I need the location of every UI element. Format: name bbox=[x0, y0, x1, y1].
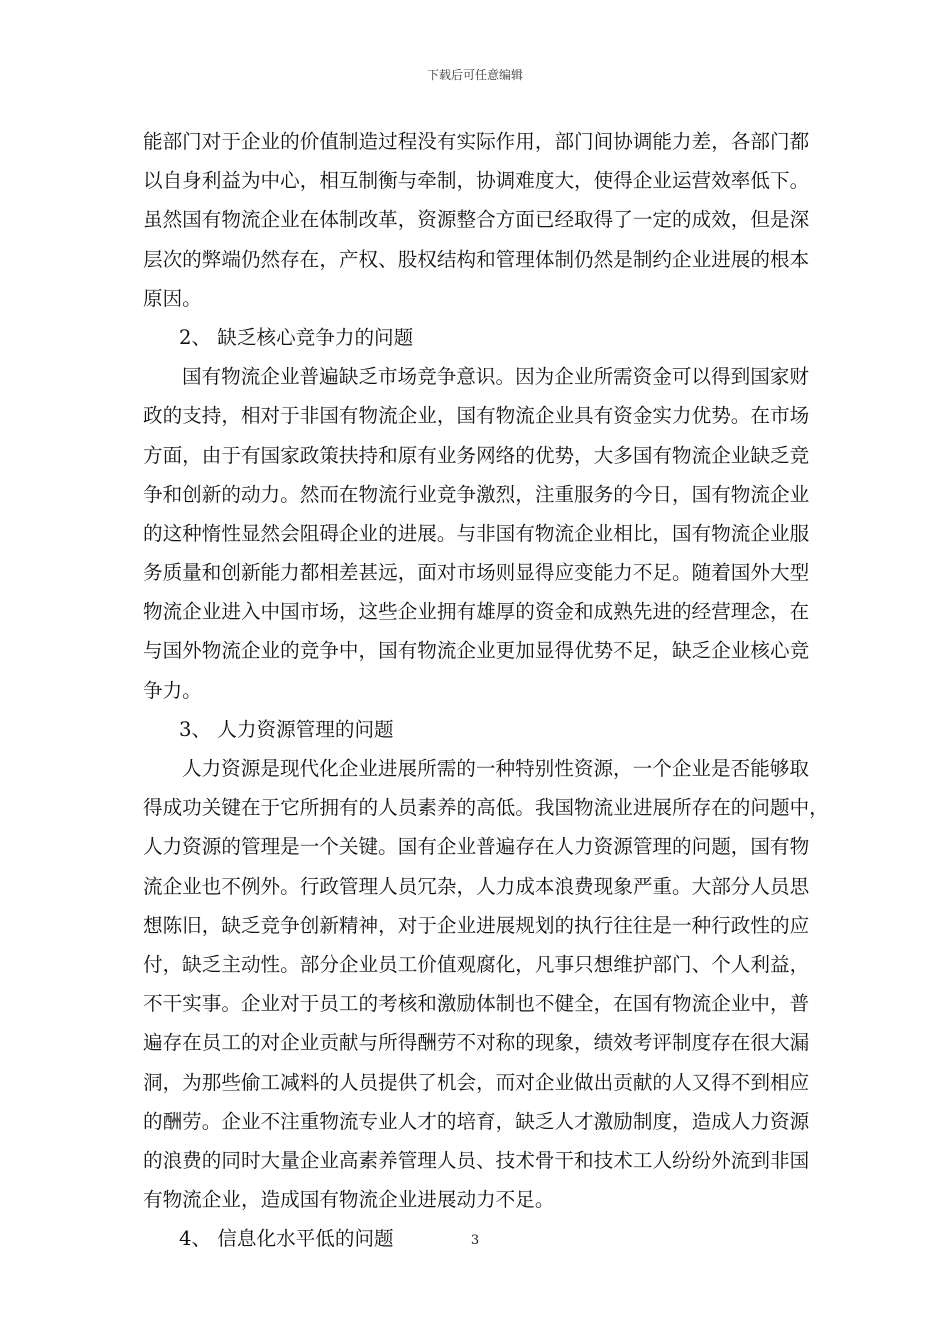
body-line: 遍存在员工的对企业贡献与所得酬劳不对称的现象，绩效考评制度存在很大漏 bbox=[143, 1031, 810, 1055]
body-line: 的这种惰性显然会阻碍企业的进展。与非国有物流企业相比，国有物流企业服 bbox=[143, 521, 810, 545]
body-line: 虽然国有物流企业在体制改革，资源整合方面已经取得了一定的成效，但是深 bbox=[143, 208, 810, 232]
body-line: 不干实事。企业对于员工的考核和激励体制也不健全，在国有物流企业中，普 bbox=[143, 992, 810, 1016]
body-line: 有物流企业，造成国有物流企业进展动力不足。 bbox=[143, 1188, 555, 1212]
body-line: 方面，由于有国家政策扶持和原有业务网络的优势，大多国有物流企业缺乏竞 bbox=[143, 443, 810, 467]
body-line: 原因。 bbox=[143, 286, 202, 310]
body-line: 能部门对于企业的价值制造过程没有实际作用，部门间协调能力差，各部门都 bbox=[143, 130, 810, 153]
body-line: 的酬劳。企业不注重物流专业人才的培育，缺乏人才激励制度，造成人力资源 bbox=[143, 1109, 810, 1133]
body-line: 想陈旧，缺乏竞争创新精神，对于企业进展规划的执行往往是一种行政性的应 bbox=[143, 913, 810, 937]
body-line: 以自身利益为中心，相互制衡与牵制，协调难度大，使得企业运营效率低下。 bbox=[143, 169, 810, 193]
page-number: 3 bbox=[470, 1233, 480, 1248]
body-line: 洞，为那些偷工减料的人员提供了机会，而对企业做出贡献的人又得不到相应 bbox=[143, 1070, 810, 1094]
body-line: 与国外物流企业的竞争中，国有物流企业更加显得优势不足，缺乏企业核心竞 bbox=[143, 639, 810, 663]
body-line: 争和创新的动力。然而在物流行业竞争激烈，注重服务的今日，国有物流企业 bbox=[143, 482, 810, 506]
body-line: 付，缺乏主动性。部分企业员工价值观腐化，凡事只想维护部门、个人利益， bbox=[143, 952, 810, 976]
body-line: 得成功关键在于它所拥有的人员素养的高低。我国物流业进展所存在的问题中， bbox=[143, 796, 829, 820]
body-line: 层次的弊端仍然存在，产权、股权结构和管理体制仍然是制约企业进展的根本 bbox=[143, 247, 810, 271]
body-line: 政的支持，相对于非国有物流企业，国有物流企业具有资金实力优势。在市场 bbox=[143, 404, 810, 428]
body-line: 人力资源的管理是一个关键。国有企业普遍存在人力资源管理的问题，国有物 bbox=[143, 835, 810, 859]
paragraph-first-line: 人力资源是现代化企业进展所需的一种特别性资源，一个企业是否能够取 bbox=[182, 757, 809, 780]
paragraph-first-line: 国有物流企业普遍缺乏市场竞争意识。因为企业所需资金可以得到国家财 bbox=[182, 365, 809, 389]
page-header: 下载后可任意编辑 bbox=[426, 68, 523, 82]
body-line: 争力。 bbox=[143, 678, 202, 702]
body-line: 务质量和创新能力都相差甚远，面对市场则显得应变能力不足。随着国外大型 bbox=[143, 561, 810, 585]
section-heading-3: 3、 人力资源管理的问题 bbox=[179, 717, 394, 741]
body-line: 物流企业进入中国市场，这些企业拥有雄厚的资金和成熟先进的经营理念，在 bbox=[143, 600, 810, 624]
document-body bbox=[143, 122, 829, 1258]
body-line: 的浪费的同时大量企业高素养管理人员、技术骨干和技术工人纷纷外流到非国 bbox=[143, 1148, 810, 1172]
section-heading-2: 2、 缺乏核心竞争力的问题 bbox=[179, 325, 414, 349]
body-line: 流企业也不例外。行政管理人员冗杂，人力成本浪费现象严重。大部分人员思 bbox=[143, 874, 810, 898]
section-heading-4: 4、 信息化水平低的问题 bbox=[179, 1227, 394, 1251]
